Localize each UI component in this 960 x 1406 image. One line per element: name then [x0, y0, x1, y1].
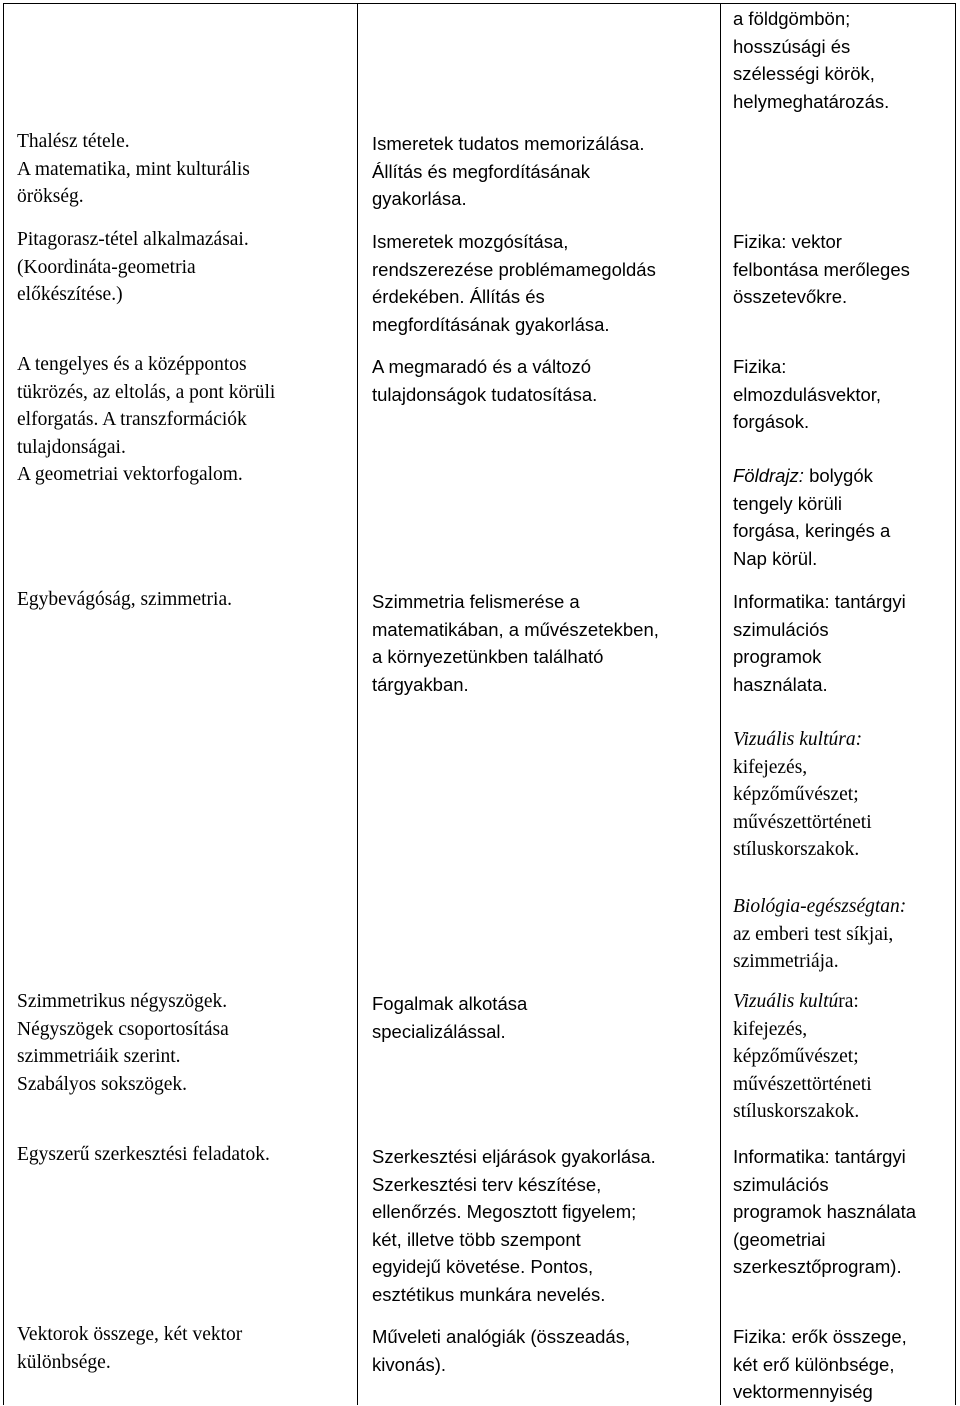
link-informatika-szimulacio: Informatika: tantárgyi szimulációs programok használata.	[733, 591, 906, 695]
table-left-border	[3, 3, 4, 1405]
goal-szimmetria: Szimmetria felismerése a matematikában, a művészetekben, a környezetünkben található tárgyakban.	[372, 591, 659, 695]
column-divider-1	[357, 3, 358, 1405]
table-top-border	[3, 3, 956, 4]
link-foldrajz: Földrajz: bolygók tengely körüli forgása, keringés a Nap körül.	[733, 465, 891, 569]
link-fizika-erok: Fizika: erők összege, két erő különbsége, vektormennyiség	[733, 1326, 907, 1402]
table-right-border	[955, 3, 956, 1405]
column-divider-2	[720, 3, 721, 1405]
topic-pitagorasz: Pitagorasz-tétel alkalmazásai. (Koordináta-geometria előkészítése.)	[17, 229, 249, 305]
goal-szerkesztesi-eljarasok: Szerkesztési eljárások gyakorlása. Szerkesztési terv készítése, ellenőrzés. Megosztott figyelem; két, illetve több szempont egyidejű követése. Pontos, esztétikus munkára nevelés.	[372, 1146, 656, 1305]
goal-muveleti-analogiak: Műveleti analógiák (összeadás, kivonás).	[372, 1326, 631, 1375]
link-biologia: Biológia-egészségtan: az emberi test síkjai, szimmetriája.	[733, 896, 907, 972]
topic-egybevagosag: Egybevágóság, szimmetria.	[17, 589, 232, 610]
goal-megmarado: A megmaradó és a változó tulajdonságok tudatosítása.	[372, 356, 598, 405]
topic-szerkesztesi-feladatok: Egyszerű szerkesztési feladatok.	[17, 1144, 270, 1165]
goal-fogalmak: Fogalmak alkotása specializálással.	[372, 993, 528, 1042]
topic-transzformaciok: A tengelyes és a középpontos tükrözés, az eltolás, a pont körüli elforgatás. A transzformációk tulajdonságai. A geometriai vektorfogalom.	[17, 354, 276, 485]
link-vizualis-kultura-1: Vizuális kultúra: kifejezés, képzőművészet; művészettörténeti stíluskorszakok.	[733, 729, 872, 860]
link-fizika-vektor: Fizika: vektor felbontása merőleges összetevőkre.	[733, 231, 910, 307]
topic-thales: Thalész tétele. A matematika, mint kulturális örökség.	[17, 131, 250, 207]
link-foldgombon: a földgömbön; hosszúsági és szélességi körök, helymeghatározás.	[733, 8, 890, 112]
link-vizualis-kultura-2: Vizuális kultúra: kifejezés, képzőművészet; művészettörténeti stíluskorszakok.	[733, 991, 872, 1122]
goal-mozgositas: Ismeretek mozgósítása, rendszerezése problémamegoldás érdekében. Állítás és megfordításának gyakorlása.	[372, 231, 656, 335]
topic-vektorok: Vektorok összege, két vektor különbsége.	[17, 1324, 243, 1373]
goal-memorizalas: Ismeretek tudatos memorizálása. Állítás és megfordításának gyakorlása.	[372, 133, 645, 209]
link-informatika-szerkesztoprogram: Informatika: tantárgyi szimulációs programok használata (geometriai szerkesztőprogram).	[733, 1146, 917, 1277]
topic-negyszogek: Szimmetrikus négyszögek. Négyszögek csoportosítása szimmetriáik szerint. Szabályos sokszögek.	[17, 991, 229, 1095]
link-fizika-elmozdulas: Fizika: elmozdulásvektor, forgások.	[733, 356, 882, 432]
